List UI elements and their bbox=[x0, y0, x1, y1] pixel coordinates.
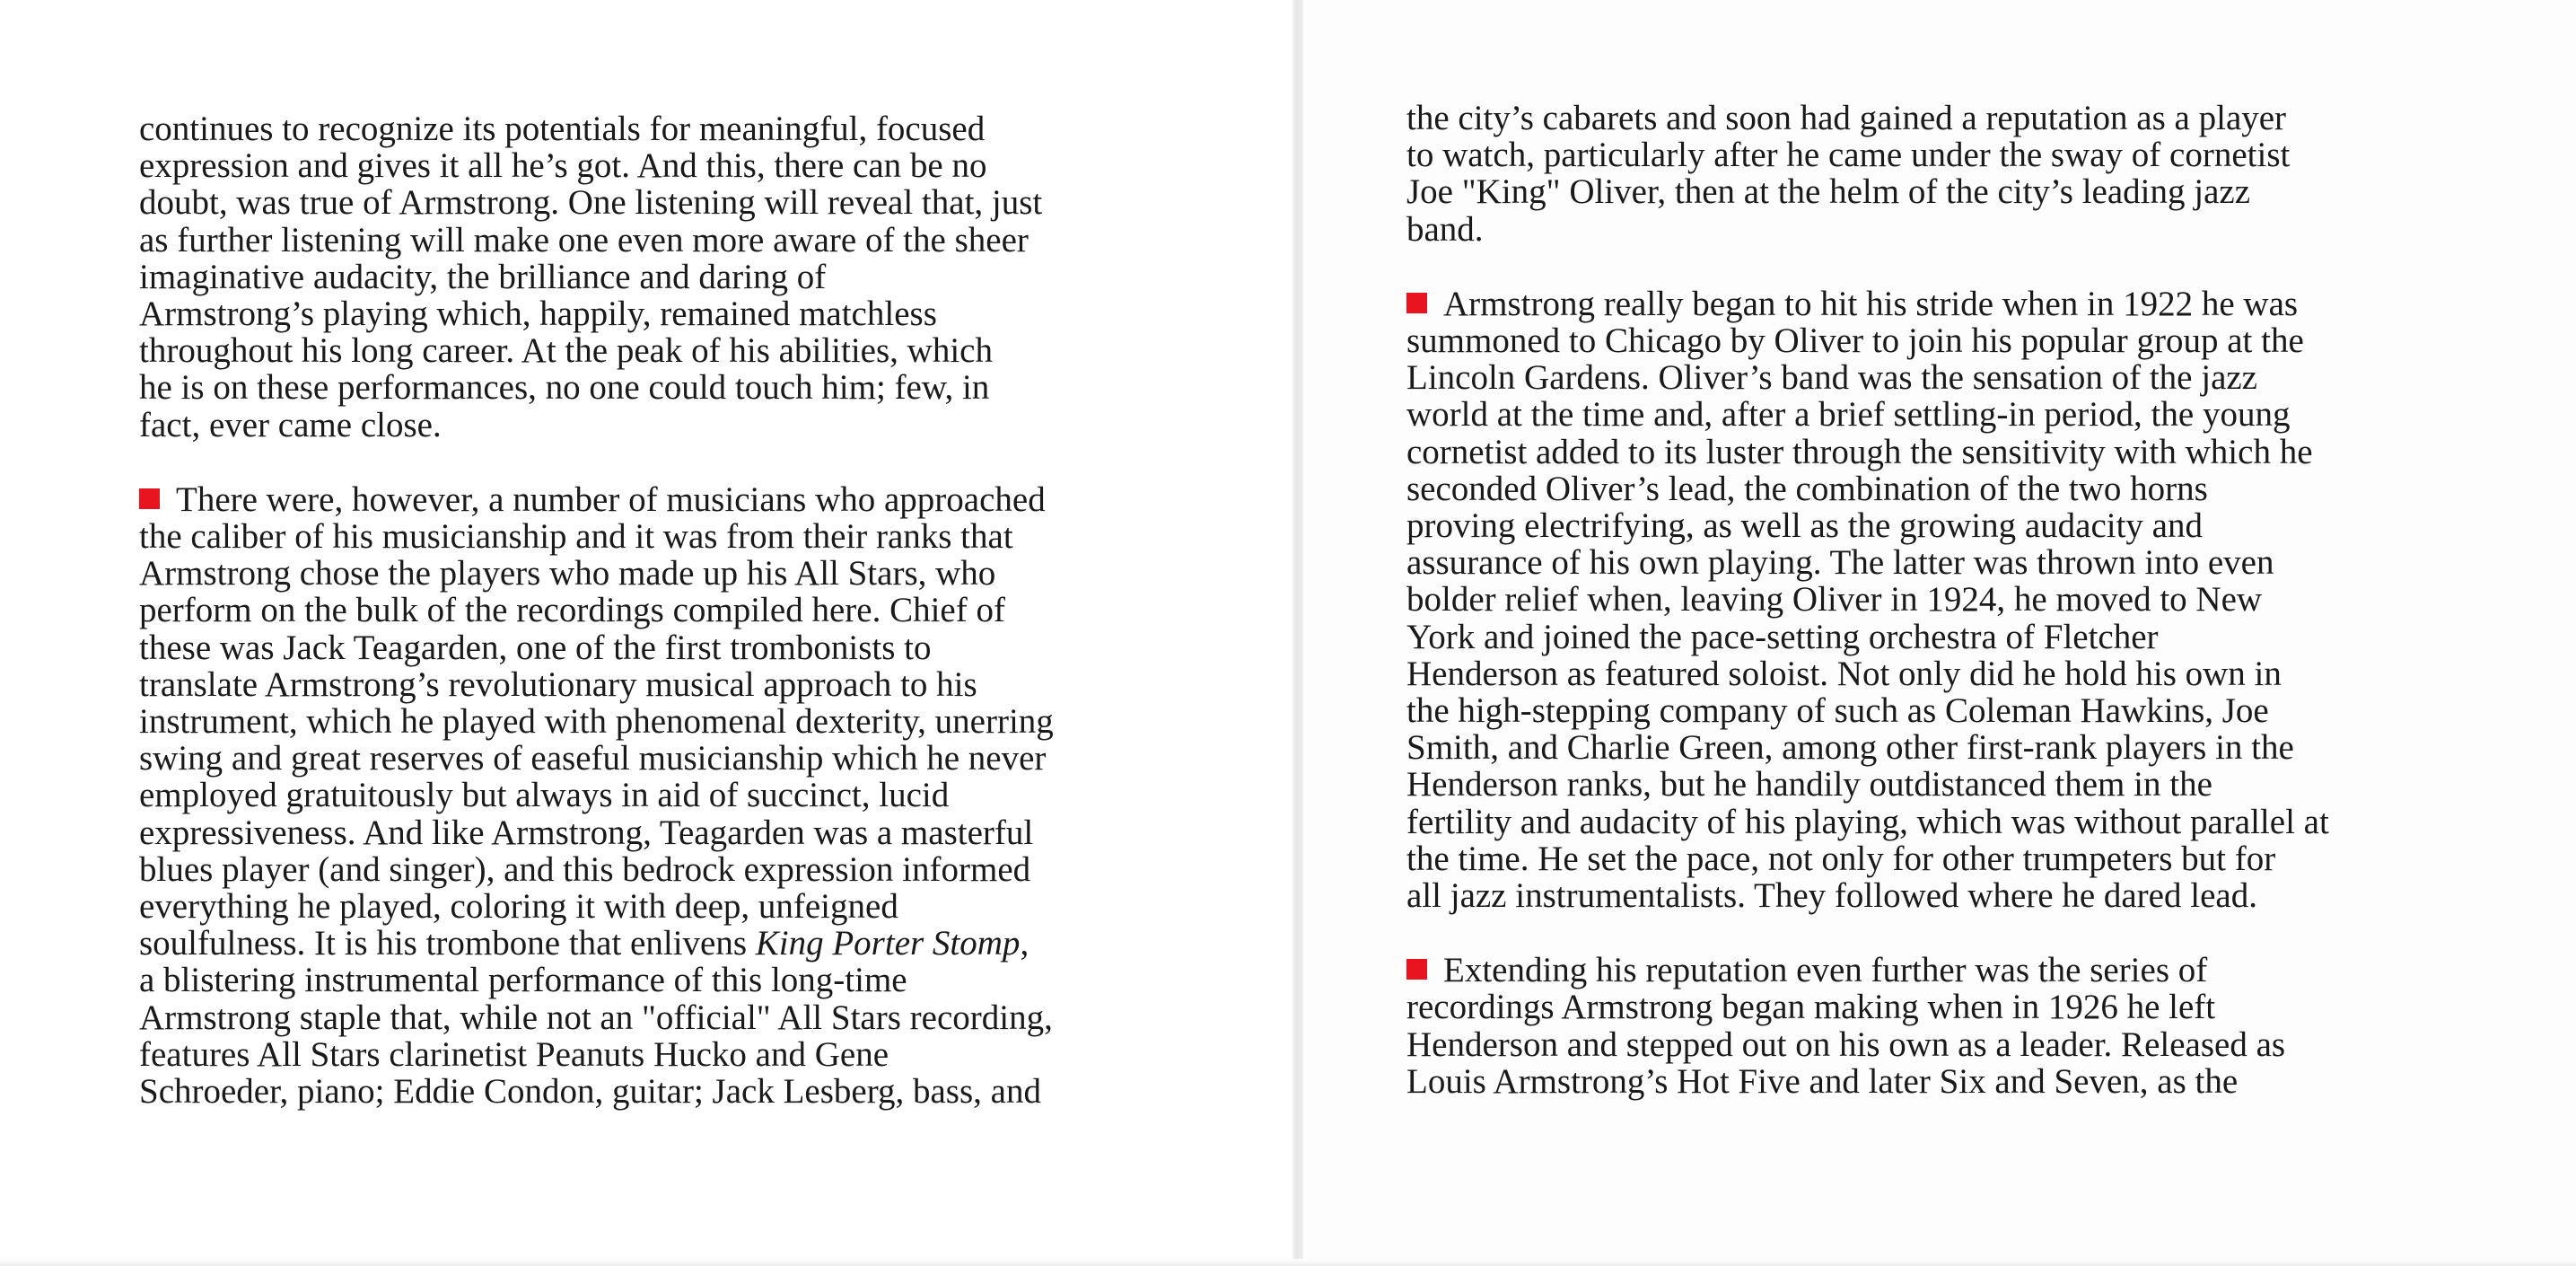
text-line: Smith, and Charlie Green, among other first-rank players in the bbox=[1406, 728, 2294, 768]
text-line: doubt, was true of Armstrong. One listening will reveal that, just bbox=[139, 183, 1043, 223]
text-line: he is on these performances, no one could touch him; few, in bbox=[139, 368, 990, 408]
text-line: blues player (and singer), and this bedrock expression informed bbox=[139, 849, 1031, 889]
text-line: as further listening will make one even more aware of the sheer bbox=[139, 220, 1029, 259]
paragraph bbox=[139, 481, 1198, 1110]
text-line: Schroeder, piano; Eddie Condon, guitar; Jack Lesberg, bass, and bbox=[139, 1072, 1041, 1112]
text-line: fact, ever came close. bbox=[139, 405, 442, 444]
text-line: seconded Oliver’s lead, the combination of the two horns bbox=[1406, 469, 2208, 508]
text-line: Armstrong chose the players who made up his All Stars, who bbox=[139, 554, 996, 593]
text-line: York and joined the pace-setting orchestra of Fletcher bbox=[1406, 617, 2159, 656]
right-text-column bbox=[1406, 100, 2470, 1138]
text-line: expression and gives it all he’s got. And this, there can be no bbox=[139, 146, 987, 186]
paragraph bbox=[139, 110, 1198, 444]
text-line: Armstrong’s playing which, happily, remained matchless bbox=[139, 295, 937, 334]
red-square-bullet-icon bbox=[1406, 959, 1427, 980]
text-line: band. bbox=[1406, 209, 1484, 249]
paragraph bbox=[1406, 952, 2470, 1100]
left-page bbox=[0, 0, 1292, 1262]
paragraph bbox=[1406, 100, 2470, 248]
text-line: imaginative audacity, the brilliance and daring of bbox=[139, 257, 827, 296]
text-line: fertility and audacity of his playing, which was without parallel at bbox=[1406, 802, 2329, 841]
text-line: throughout his long career. At the peak of his abilities, which bbox=[139, 331, 993, 371]
text-line: continues to recognize its potentials for meaningful, focused bbox=[139, 110, 986, 148]
page-bottom-edge bbox=[0, 1259, 2576, 1266]
text-line: features All Stars clarinetist Peanuts Hucko and Gene bbox=[139, 1034, 889, 1074]
text-line: Lincoln Gardens. Oliver’s band was the sensation of the jazz bbox=[1406, 358, 2257, 398]
text-line: to watch, particularly after he came under the sway of cornetist bbox=[1406, 136, 2291, 175]
text-line: cornetist added to its luster through the sensitivity with which he bbox=[1406, 432, 2313, 471]
text-line: all jazz instrumentalists. They followed where he dared lead. bbox=[1406, 876, 2257, 916]
text-line: swing and great reserves of easeful musicianship which he never bbox=[139, 739, 1047, 778]
text-line: world at the time and, after a brief settling-in period, the young bbox=[1406, 395, 2291, 435]
text-line: summoned to Chicago by Oliver to join his popular group at the bbox=[1406, 321, 2304, 361]
red-square-bullet-icon bbox=[139, 488, 160, 509]
text-line: Armstrong staple that, while not an "official" All Stars recording, bbox=[139, 998, 1053, 1037]
text-line: Henderson as featured soloist. Not only did he hold his own in bbox=[1406, 654, 2282, 693]
text-line: the city’s cabarets and soon had gained a reputation as a player bbox=[1406, 99, 2287, 137]
text-line: assurance of his own playing. The latter was thrown into even bbox=[1406, 543, 2274, 583]
text-line: Henderson ranks, but he handily outdistanced them in the bbox=[1406, 765, 2212, 804]
text-line: proving electrifying, as well as the growing audacity and bbox=[1406, 506, 2203, 546]
text-line: recordings Armstrong began making when in 1926 he left bbox=[1406, 988, 2216, 1027]
page-gutter bbox=[1292, 0, 1303, 1266]
text-line: a blistering instrumental performance of this long-time bbox=[139, 961, 907, 1000]
red-square-bullet-icon bbox=[1406, 293, 1427, 313]
text-line: perform on the bulk of the recordings compiled here. Chief of bbox=[139, 591, 1005, 630]
text-line: soulfulness. It is his trombone that enlivens King Porter Stomp, bbox=[139, 924, 1030, 963]
text-line: bolder relief when, leaving Oliver in 1924, he moved to New bbox=[1406, 580, 2263, 620]
text-line: instrument, which he played with phenomenal dexterity, unerring bbox=[139, 702, 1054, 742]
text-line: everything he played, coloring it with deep, unfeigned bbox=[139, 887, 898, 927]
text-line: these was Jack Teagarden, one of the first trombonists to bbox=[139, 628, 932, 667]
text-line: Joe "King" Oliver, then at the helm of the city’s leading jazz bbox=[1406, 172, 2250, 212]
text-line: There were, however, a number of musicians who approached bbox=[139, 481, 1198, 518]
text-line: Louis Armstrong’s Hot Five and later Six and Seven, as the bbox=[1406, 1061, 2239, 1101]
text-line: the caliber of his musicianship and it was from their ranks that bbox=[139, 517, 1013, 557]
text-line: translate Armstrong’s revolutionary musical approach to his bbox=[139, 664, 977, 704]
text-line: employed gratuitously but always in aid of succinct, lucid bbox=[139, 776, 950, 815]
paragraph bbox=[1406, 286, 2470, 914]
text-line: the high-stepping company of such as Coleman Hawkins, Joe bbox=[1406, 691, 2269, 731]
right-page bbox=[1303, 0, 2576, 1262]
text-line: Henderson and stepped out on his own as a leader. Released as bbox=[1406, 1024, 2286, 1064]
text-line: Extending his reputation even further was the series of bbox=[1406, 952, 2470, 989]
left-text-column bbox=[139, 110, 1198, 1147]
song-title: King Porter Stomp bbox=[755, 924, 1021, 963]
text-line: expressiveness. And like Armstrong, Teagarden was a masterful bbox=[139, 813, 1034, 852]
text-line: Armstrong really began to hit his stride when in 1922 he was bbox=[1406, 286, 2470, 322]
text-line: the time. He set the pace, not only for other trumpeters but for bbox=[1406, 839, 2276, 878]
